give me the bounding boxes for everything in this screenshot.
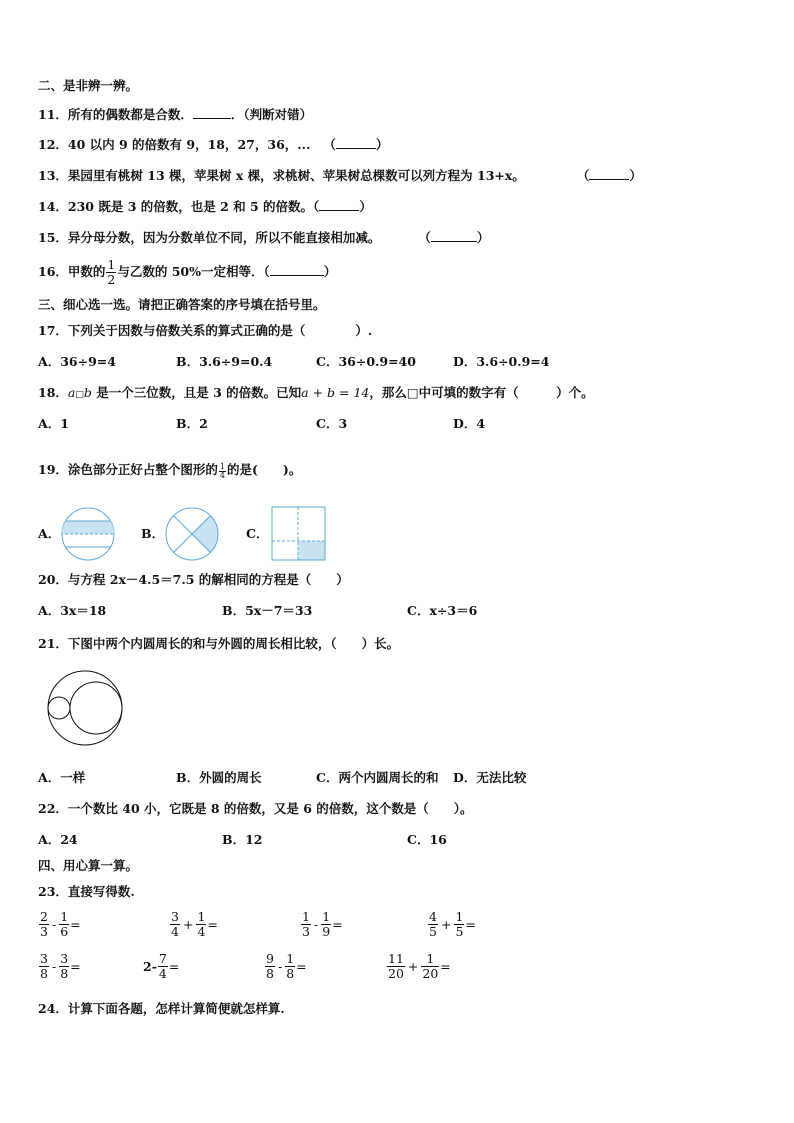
- paren-close: ）: [629, 168, 642, 183]
- option-a[interactable]: A．24: [38, 832, 78, 847]
- q18-post: ，那么□中可填的数字有（ ）个。: [369, 385, 594, 400]
- calc-item[interactable]: $\frac{9}{8}$ - $\frac{1}{8}$ =: [266, 951, 307, 981]
- question-24: 24．计算下面各题，怎样计算简便就怎样算.: [38, 1001, 285, 1016]
- option-b[interactable]: B．3.6÷9=0.4: [176, 354, 273, 369]
- paren-open: （: [313, 199, 320, 214]
- q12-text: 12．40 以内 9 的倍数有 9，18，27，36，...: [38, 137, 311, 152]
- question-14: [38, 198, 372, 215]
- option-a-label[interactable]: A．: [38, 526, 61, 541]
- option-a[interactable]: A．1: [38, 416, 69, 431]
- q18-mid: 是一个三位数，且是 3 的倍数。已知: [96, 385, 302, 400]
- q18-equation: a + b = 14: [301, 385, 370, 400]
- paren-open: （: [323, 137, 336, 152]
- paren-open: （: [263, 264, 270, 279]
- option-c[interactable]: C．x÷3＝6: [407, 603, 478, 618]
- q16-pre: 16．甲数的: [38, 264, 106, 279]
- calc-item[interactable]: $\frac{3}{4}$ + $\frac{1}{4}$ =: [171, 909, 218, 939]
- answer-blank[interactable]: [336, 136, 376, 149]
- question-13: [38, 167, 642, 184]
- answer-blank[interactable]: [193, 106, 231, 119]
- calc-item[interactable]: $\frac{11}{20}$ + $\frac{1}{20}$ =: [388, 951, 451, 981]
- option-d[interactable]: D．4: [453, 416, 486, 431]
- q15-text: 15．异分母分数，因为分数单位不同，所以不能直接相加减。: [38, 230, 381, 245]
- paren-close: ）: [476, 230, 490, 245]
- option-b[interactable]: B．12: [222, 832, 263, 847]
- calc-item[interactable]: $\frac{4}{5}$ + $\frac{1}{5}$ =: [429, 909, 476, 939]
- calc-item[interactable]: $\frac{3}{8}$ - $\frac{3}{8}$ =: [40, 951, 81, 981]
- question-17: 17．下列关于因数与倍数关系的算式正确的是（ ）.: [38, 323, 373, 338]
- answer-blank[interactable]: [319, 198, 359, 211]
- box-symbol: □: [75, 390, 84, 400]
- option-b[interactable]: B．5x－7＝33: [222, 603, 313, 618]
- option-c[interactable]: C．36÷0.9=40: [316, 354, 416, 369]
- fraction-one-quarter: $\frac{1}{4}$: [219, 461, 225, 480]
- question-21: 21．下图中两个内圆周长的和与外圆的周长相比较，（ ）长。: [38, 636, 400, 651]
- option-b[interactable]: B．2: [176, 416, 208, 431]
- section-4-title: 四、用心算一算。: [38, 858, 139, 873]
- q19-post: 的是( )。: [227, 462, 302, 477]
- option-c-label[interactable]: C．: [246, 526, 269, 541]
- paren-open: （: [576, 168, 590, 183]
- calc-item[interactable]: $\frac{2}{3}$ - $\frac{1}{6}$ =: [40, 909, 81, 939]
- question-19: [38, 458, 301, 482]
- calc-item[interactable]: 2- $\frac{7}{4}$ =: [143, 951, 180, 981]
- question-18: [38, 385, 594, 403]
- option-c[interactable]: C．16: [407, 832, 447, 847]
- question-23: 23．直接写得数.: [38, 884, 135, 899]
- paren-close: ）: [323, 264, 337, 279]
- answer-blank[interactable]: [270, 263, 324, 276]
- q16-post: 与乙数的 50%一定相等．: [117, 264, 264, 279]
- q18-number: 18．: [38, 385, 68, 400]
- option-a-circle-figure[interactable]: [60, 507, 116, 561]
- q11-text: 11．所有的偶数都是合数．: [38, 107, 193, 122]
- fraction-one-half: $\frac{1}{2}$: [107, 257, 116, 287]
- question-12: [38, 136, 388, 153]
- q13-text: 13．果园里有桃树 13 棵，苹果树 x 棵，求桃树、苹果树总棵数可以列方程为 13+x。: [38, 168, 525, 183]
- var-a: a: [67, 385, 76, 400]
- q19-pre: 19．涂色部分正好占整个图形的: [38, 462, 218, 477]
- option-c[interactable]: C．两个内圆周长的和: [316, 770, 439, 785]
- option-a[interactable]: A．一样: [38, 770, 86, 785]
- option-b[interactable]: B．外圆的周长: [176, 770, 262, 785]
- calc-item[interactable]: $\frac{1}{3}$ - $\frac{1}{9}$ =: [302, 909, 343, 939]
- option-d[interactable]: D．无法比较: [453, 770, 527, 785]
- answer-blank[interactable]: [431, 229, 477, 242]
- var-b: b: [83, 385, 92, 400]
- option-b-circle-figure[interactable]: [164, 506, 220, 562]
- section-3-title: 三、细心选一选。请把正确答案的序号填在括号里。: [38, 297, 326, 312]
- question-20: 20．与方程 2x－4.5＝7.5 的解相同的方程是（ ）: [38, 572, 349, 587]
- section-2-title: 二、是非辨一辨。: [38, 78, 139, 93]
- option-c[interactable]: C．3: [316, 416, 348, 431]
- paren-close: ）: [359, 199, 372, 214]
- question-11: [38, 106, 312, 123]
- question-16: [38, 256, 336, 288]
- answer-blank[interactable]: [589, 167, 629, 180]
- option-d[interactable]: D．3.6÷0.9=4: [453, 354, 550, 369]
- q11-tail: ．（判断对错）: [230, 107, 313, 122]
- paren-close: ）: [375, 137, 389, 152]
- option-b-label[interactable]: B．: [141, 526, 165, 541]
- nested-circles-figure: [42, 668, 124, 750]
- paren-open: （: [418, 230, 431, 245]
- option-a[interactable]: A．3x＝18: [38, 603, 107, 618]
- question-22: 22．一个数比 40 小，它既是 8 的倍数，又是 6 的倍数，这个数是（ ）。: [38, 801, 473, 816]
- q14-text: 14．230 既是 3 的倍数，也是 2 和 5 的倍数。: [38, 199, 314, 214]
- option-c-square-figure[interactable]: [271, 506, 327, 562]
- option-a[interactable]: A．36÷9=4: [38, 354, 116, 369]
- question-15: [38, 229, 489, 246]
